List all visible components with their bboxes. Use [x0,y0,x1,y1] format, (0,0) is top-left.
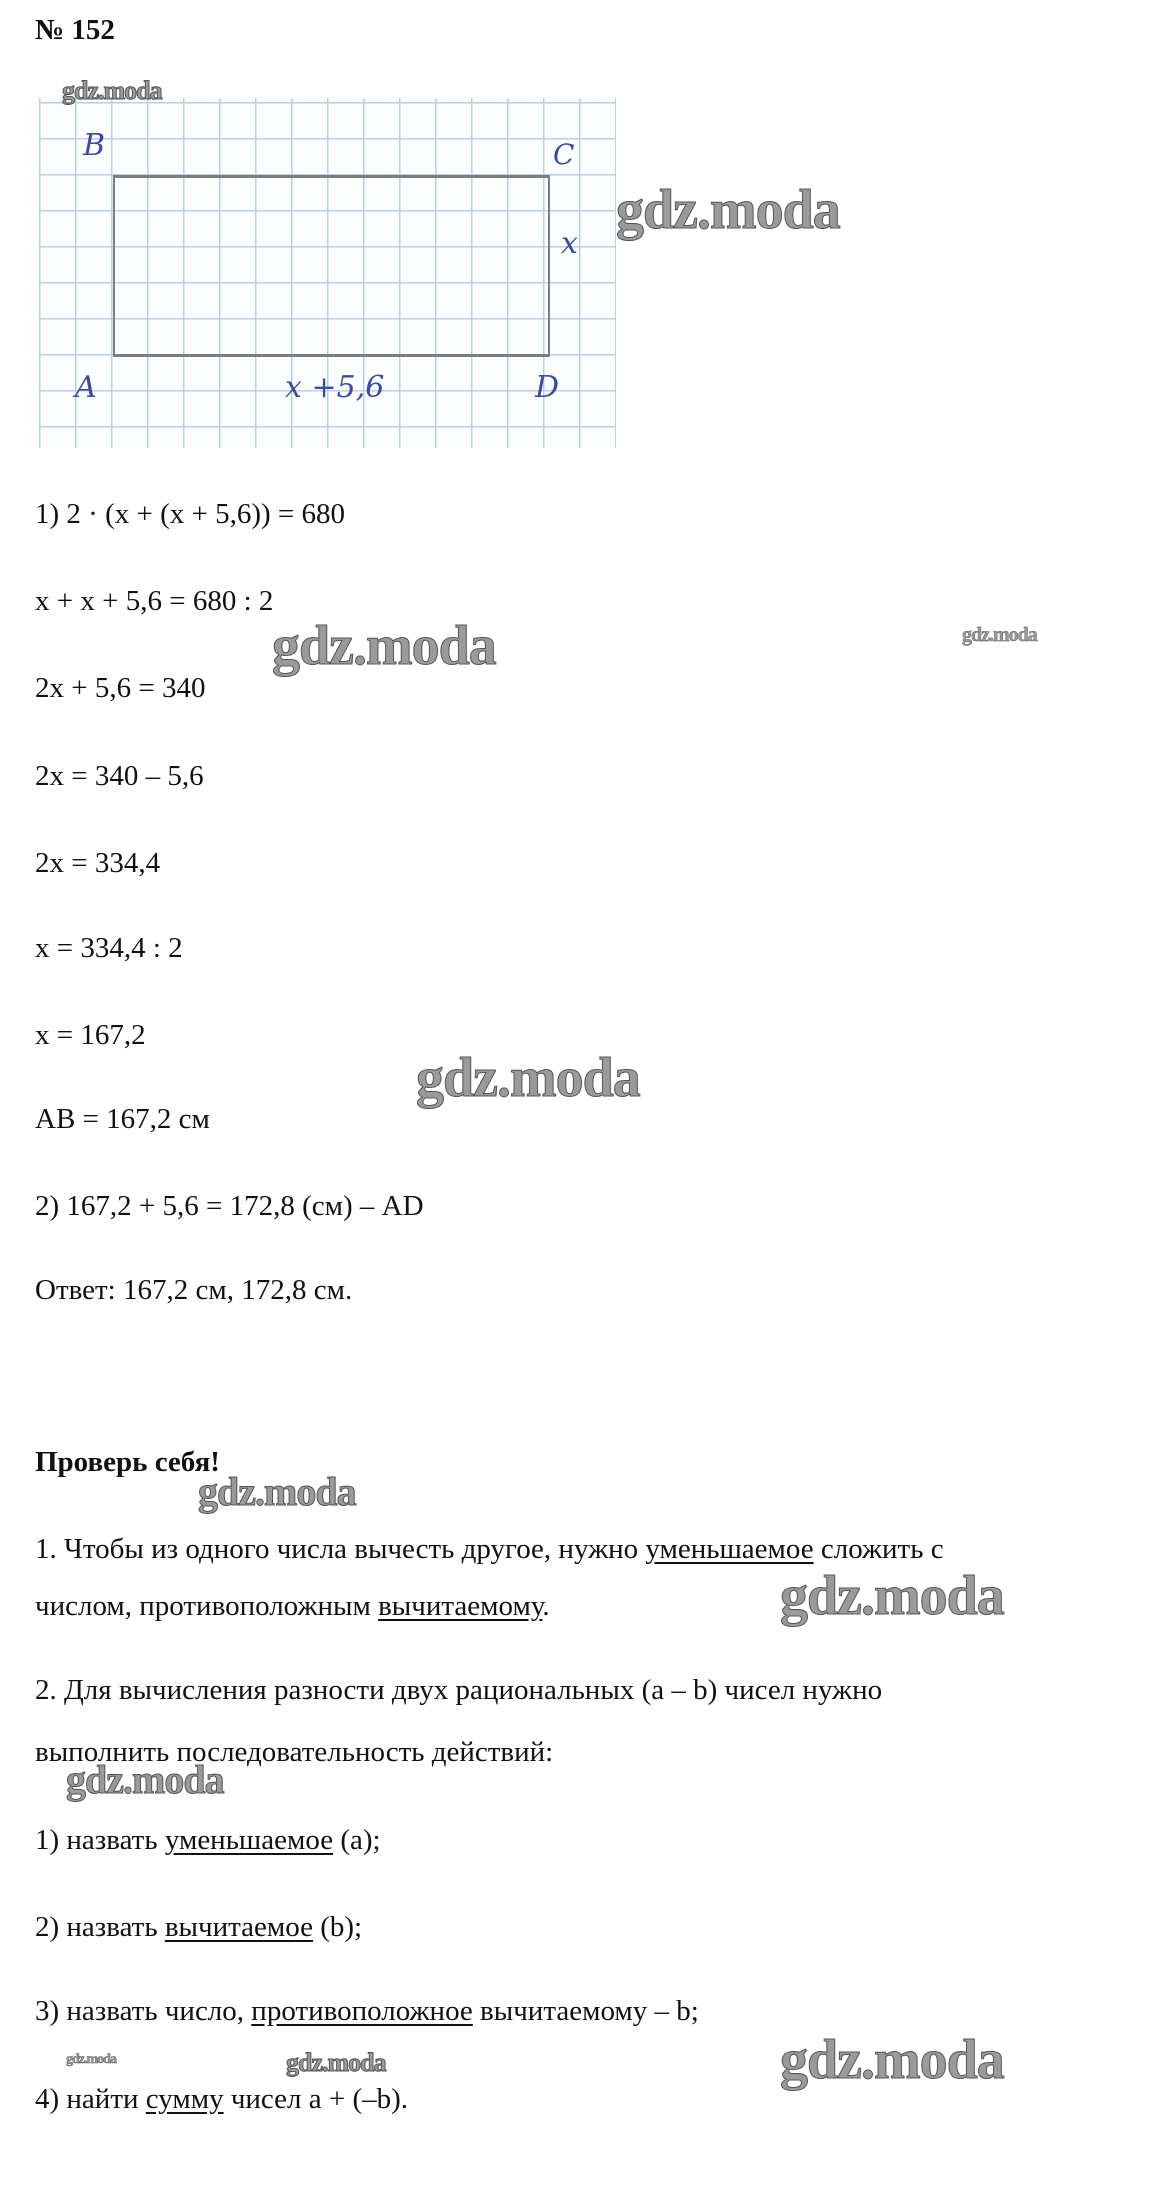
step-1 [35,1824,381,1857]
solution-line: x = 334,4 : 2 [35,932,183,964]
text: 1) назвать [35,1824,165,1856]
watermark: gdz.moda [66,2052,116,2067]
watermark: gdz.moda [272,615,496,677]
side-label-x: x [561,226,578,261]
solution-line: 2x + 5,6 = 340 [35,672,206,704]
vertex-label-d: D [535,370,560,405]
check-heading: Проверь себя! [35,1446,220,1478]
solution-line: x + x + 5,6 = 680 : 2 [35,585,274,617]
text: числом, противоположным [35,1590,379,1622]
step-3 [35,1995,699,2028]
text: чисел a + (–b). [223,2083,409,2115]
underlined-term: вычитаемое [164,1911,313,1943]
step-4 [35,2083,408,2116]
text: (b); [312,1911,363,1943]
side-label-bottom: x +5,6 [285,370,385,405]
text: (a); [333,1824,381,1856]
solution-line: 2) 167,2 + 5,6 = 172,8 (см) – AD [35,1190,424,1222]
text: сложить с [813,1533,944,1565]
step-2 [35,1911,362,1944]
watermark: gdz.moda [416,1047,640,1109]
text: 2) назвать [35,1911,165,1943]
check-paragraph-1-cont [35,1590,550,1623]
solution-line: AB = 167,2 см [35,1103,210,1135]
solution-line: 2x = 340 – 5,6 [35,760,204,792]
problem-number: № 152 [35,14,115,46]
vertex-label-a: A [75,370,97,405]
watermark: gdz.moda [198,1469,356,1514]
text: . [542,1590,550,1622]
handwritten-rectangle-sketch [39,98,616,448]
watermark: gdz.moda [286,2048,386,2077]
watermark: gdz.moda [962,624,1037,646]
underlined-term: противоположное [251,1995,473,2027]
check-paragraph-1 [35,1533,944,1566]
text: 4) найти [35,2083,146,2115]
answer-line: Ответ: 167,2 см, 172,8 см. [35,1274,353,1306]
watermark: gdz.moda [66,1757,224,1802]
watermark: gdz.moda [780,2029,1004,2091]
text: вычитаемому – b; [472,1995,699,2027]
vertex-label-c: C [553,138,575,171]
watermark: gdz.moda [616,179,840,241]
underlined-term: сумму [145,2083,224,2115]
solution-line: x = 167,2 [35,1019,146,1051]
solution-line: 1) 2 · (x + (x + 5,6)) = 680 [35,498,346,530]
vertex-label-b: B [83,128,106,163]
underlined-term: уменьшаемое [164,1824,334,1856]
text: 1. Чтобы из одного числа вычесть другое, нужно [35,1533,646,1565]
underlined-term: вычитаемому [378,1590,543,1622]
text: 3) назвать число, [35,1995,252,2027]
underlined-term: уменьшаемое [645,1533,814,1565]
solution-line: 2x = 334,4 [35,847,161,879]
check-paragraph-2-cont: выполнить последовательность действий: [35,1736,554,1768]
check-paragraph-2: 2. Для вычисления разности двух рациональных (a – b) чисел нужно [35,1674,883,1706]
watermark: gdz.moda [780,1565,1004,1627]
watermark: gdz.moda [62,76,162,105]
rectangle-abcd [113,175,550,357]
